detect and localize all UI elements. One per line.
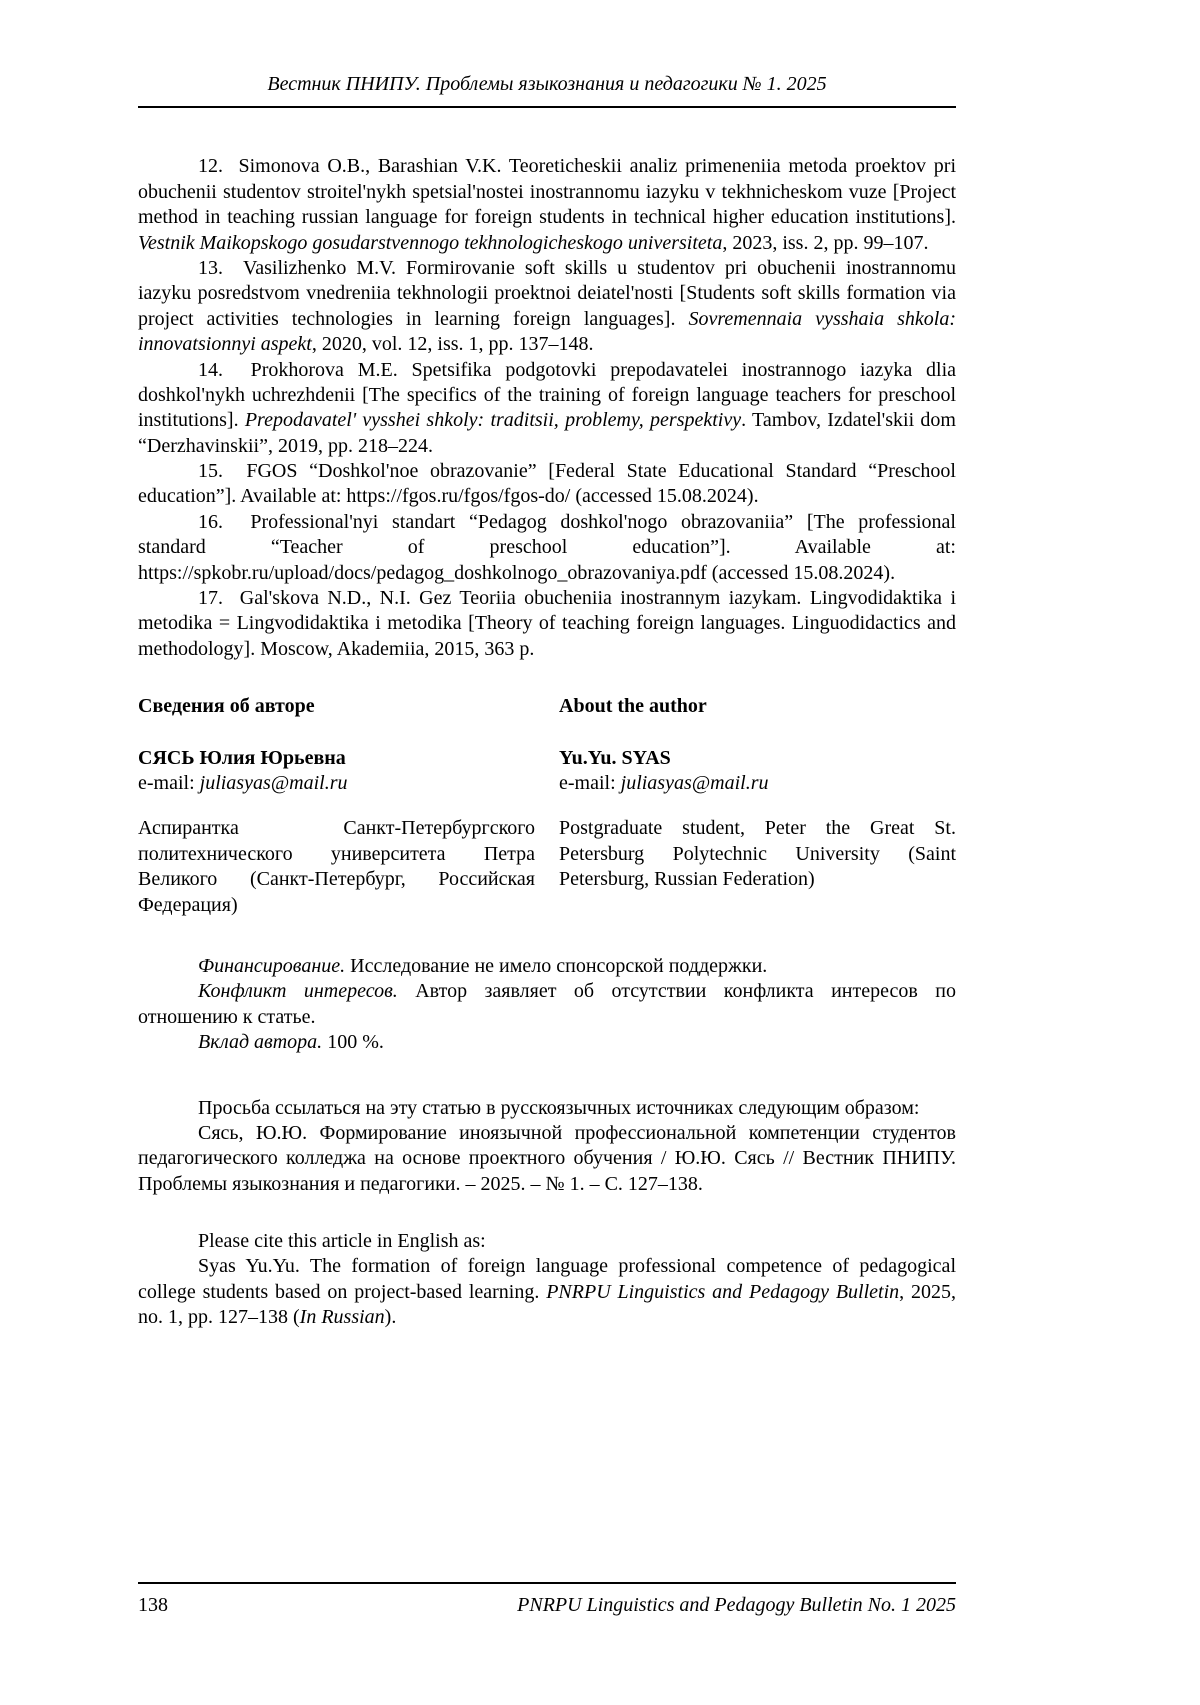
article-notes	[138, 954, 956, 1056]
author-affiliation-en: Postgraduate student, Peter the Great St. Petersburg Polytechnic University (Saint Petersburg, Russian Federation)	[559, 817, 956, 891]
author-email-en: e-mail: juliasyas@mail.ru	[559, 771, 769, 794]
author-name-ru: СЯСЬ Юлия Юрьевна	[138, 746, 346, 769]
conflict-of-interest-note: Конфликт интересов. Автор заявляет об отсутствии конфликта интересов по отношению к статье.	[138, 980, 956, 1028]
page-number: 138	[138, 1594, 168, 1616]
reference-item-12: 12. Simonova O.B., Barashian V.K. Teoreticheskii analiz primeneniia metoda proektov pri obuchenii studentov stroitel'nykh spetsial'nostei inostrannomu iazyku v tekhnicheskom vuze [Project method in teaching russian language for foreign students in technical higher education institutions]. Vestnik Maikopskogo gosudarstvennogo tekhnologicheskogo universiteta, 2023, iss. 2, pp. 99–107.	[138, 155, 956, 254]
citation-text-ru: Сясь, Ю.Ю. Формирование иноязычной профессиональной компетенции студентов педагогического колледжа на основе проектного обучения / Ю.Ю. Сясь // Вестник ПНИПУ. Проблемы языкознания и педагогики. – 2025. – № 1. – С. 127–138.	[138, 1121, 956, 1195]
author-info-ru	[138, 694, 535, 918]
citation-text-en: Syas Yu.Yu. The formation of foreign language professional competence of pedagogical college students based on project-based learning. PNRPU Linguistics and Pedagogy Bulletin, 2025, no. 1, pp. 127–138 (In Russian).	[138, 1255, 957, 1329]
author-info-section	[138, 694, 956, 918]
reference-item-17: 17. Gal'skova N.D., N.I. Gez Teoriia obucheniia inostrannym iazykam. Lingvodidaktika i metodika = Lingvodidaktika i metodika [Theory of teaching foreign languages. Linguodidactics and methodology]. Moscow, Akademiia, 2015, 363 p.	[138, 587, 956, 660]
reference-item-14: 14. Prokhorova M.E. Spetsifika podgotovki prepodavatelei inostrannogo iazyka dlia doshkol'nykh uchrezhdenii [The specifics of the training of foreign language teachers for preschool institutions]. Prepodavatel' vysshei shkoly: traditsii, problemy, perspektivy. Tambov, Izdatel'skii dom “Derzhavinskii”, 2019, pp. 218–224.	[138, 358, 956, 457]
funding-note: Финансирование. Исследование не имело спонсорской поддержки.	[198, 954, 768, 977]
reference-item-15: 15. FGOS “Doshkol'noe obrazovanie” [Federal State Educational Standard “Preschool education”]. Available at: https://fgos.ru/fgos/fgos-do/ (accessed 15.08.2024).	[138, 460, 956, 508]
author-contribution-note: Вклад автора. 100 %.	[198, 1031, 384, 1054]
references-list	[138, 154, 956, 662]
citation-intro-ru: Просьба ссылаться на эту статью в русскоязычных источниках следующим образом:	[198, 1096, 920, 1119]
reference-item-16: 16. Professional'nyi standart “Pedagog doshkol'nogo obrazovaniia” [The professional standard “Teacher of preschool education”]. Available at: https://spkobr.ru/upload/docs/pedagog_doshkolnogo_obrazovaniya.pdf (accessed 15.08.2024).	[138, 510, 956, 584]
author-name-en: Yu.Yu. SYAS	[559, 746, 671, 769]
footer-journal-title: PNRPU Linguistics and Pedagogy Bulletin No. 1 2025	[517, 1594, 956, 1616]
citation-intro-en: Please cite this article in English as:	[198, 1230, 486, 1253]
citation-block-ru	[138, 1096, 956, 1198]
citation-block-en	[138, 1229, 956, 1331]
page-content	[138, 72, 956, 1331]
running-head: Вестник ПНИПУ. Проблемы языкознания и педагогики № 1. 2025	[138, 72, 956, 108]
author-section-heading-en: About the author	[559, 695, 707, 718]
page-footer	[138, 1582, 956, 1618]
reference-item-13: 13. Vasilizhenko M.V. Formirovanie soft skills u studentov pri obuchenii inostrannomu iazyku posredstvom vnedreniia tekhnologii proektnoi deiatel'nosti [Students soft skills formation via project activities technologies in learning foreign languages]. Sovremennaia vysshaia shkola: innovatsionnyi aspekt, 2020, vol. 12, iss. 1, pp. 137–148.	[138, 256, 956, 356]
author-affiliation-ru: Аспирантка Санкт-Петербургского политехнического университета Петра Великого (Санкт-Петербург, Российская Федерация)	[138, 817, 535, 916]
author-email-ru: e-mail: juliasyas@mail.ru	[138, 771, 348, 794]
author-info-en	[559, 694, 956, 918]
author-section-heading-ru: Сведения об авторе	[138, 695, 315, 718]
